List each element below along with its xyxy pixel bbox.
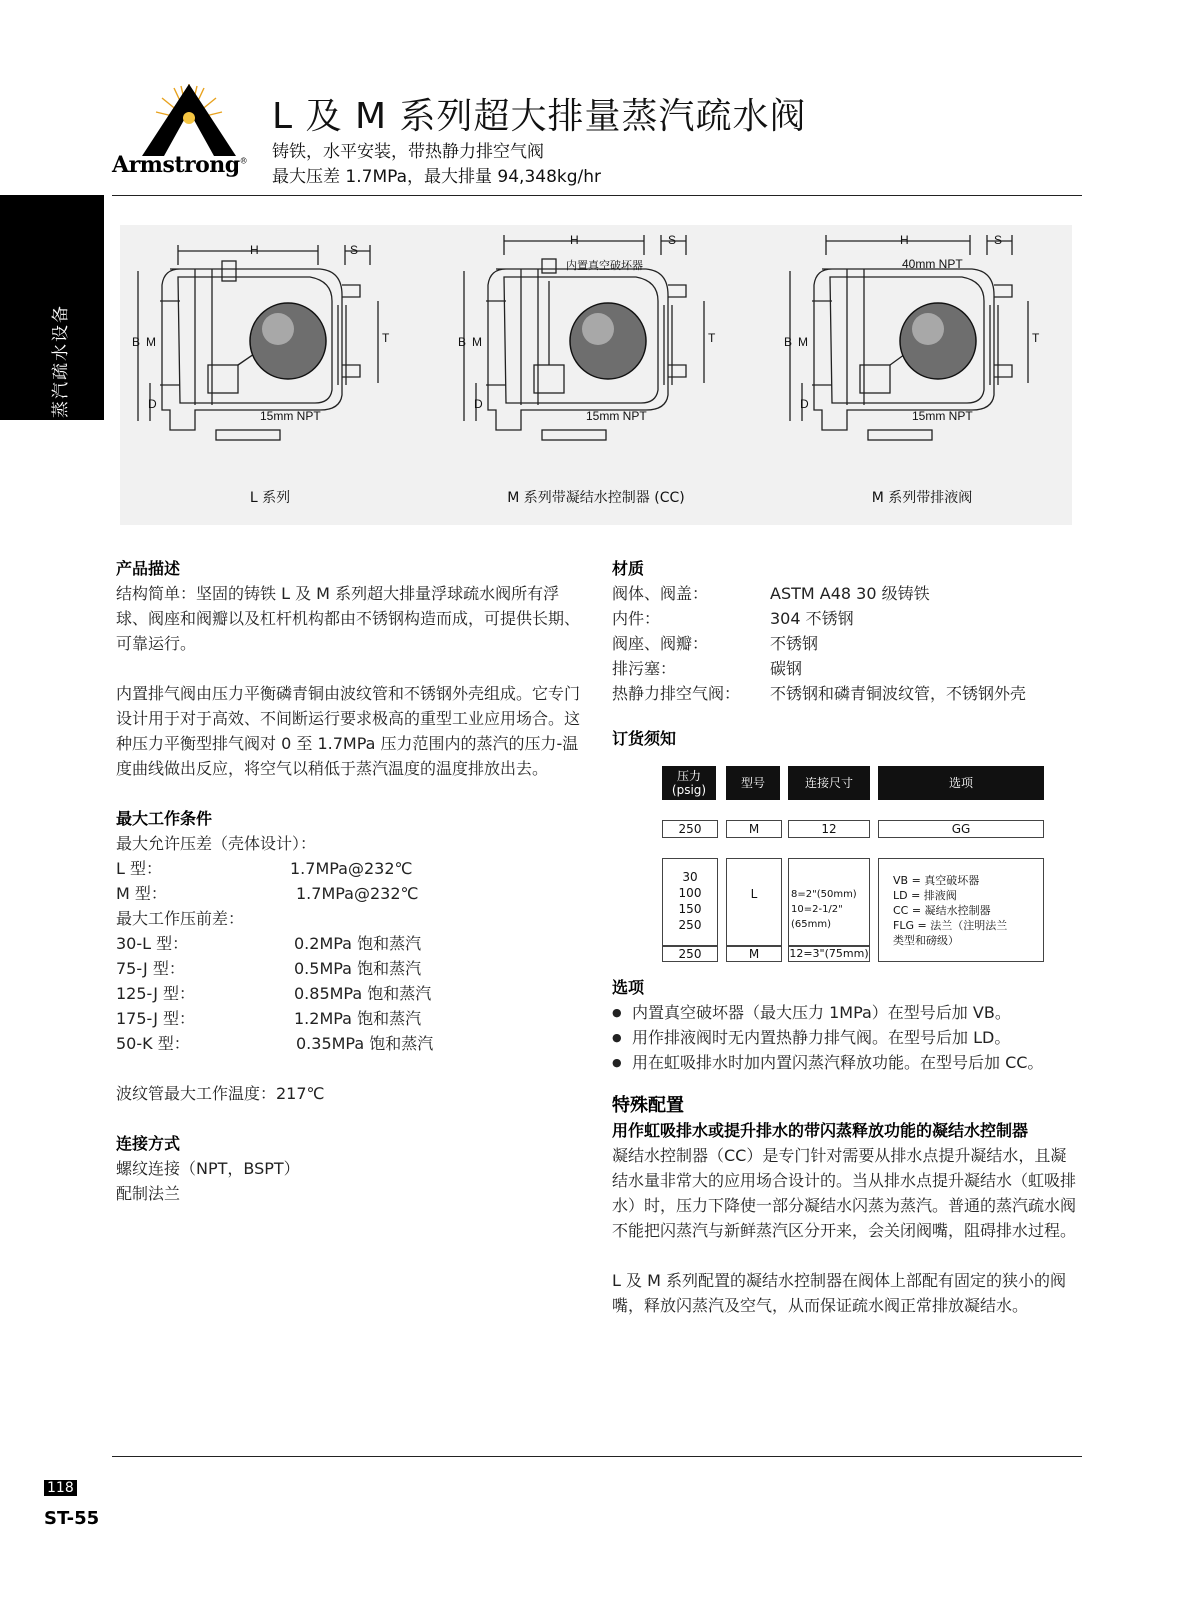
armstrong-logo-icon bbox=[134, 82, 244, 160]
dim-t: T bbox=[1032, 331, 1040, 345]
description-heading: 产品描述 bbox=[116, 559, 181, 578]
diagram-caption-m-ld: M 系列带排液阀 bbox=[871, 490, 973, 506]
document-code: ST-55 bbox=[44, 1508, 100, 1529]
section-side-tab-label: 蒸汽疏水设备 bbox=[51, 304, 71, 418]
materials-heading: 材质 bbox=[612, 559, 645, 578]
dim-d: D bbox=[148, 397, 157, 411]
dim-t: T bbox=[382, 331, 390, 345]
diagram-m-series-ld bbox=[772, 225, 1072, 525]
order-bottom-pressure: 250 bbox=[662, 946, 718, 962]
option-item: ● 用作排液阀时无内置热静力排气阀。在型号后加 LD。 bbox=[612, 1025, 1082, 1050]
order-header-pressure: 压力 (psig) bbox=[662, 766, 716, 800]
dim-b: B bbox=[458, 335, 467, 349]
npt-40-label: 40mm NPT bbox=[902, 257, 963, 271]
left-column bbox=[116, 556, 580, 1206]
dim-d: D bbox=[800, 397, 809, 411]
material-row: 阀座、阀瓣： 不锈钢 bbox=[612, 634, 819, 653]
l-series-drawing bbox=[120, 225, 420, 475]
diagram-l-series bbox=[120, 225, 420, 525]
dim-b: B bbox=[132, 335, 141, 349]
description-paragraph-2: 内置排气阀由压力平衡磷青铜由波纹管和不锈钢外壳组成。它专门设计用于对于高效、不间断运行要求极高的重型工业应用场合。这种压力平衡型排气阀对 0 至 1.7MPa 压力范围内的蒸汽的压力-温度曲线做出反应，将空气以稍低于蒸汽温度的温度排放出去。 bbox=[116, 684, 581, 778]
ordering-heading: 订货须知 bbox=[612, 729, 677, 748]
order-size-list: 8=2"(50mm) 10=2-1/2"(65mm) bbox=[788, 858, 870, 946]
materials-section bbox=[612, 556, 1082, 751]
order-header-options: 选项 bbox=[878, 766, 1044, 800]
order-pressure-list: 30 100 150 250 bbox=[662, 858, 718, 946]
spec-row: L 型： 1.7MPa@232℃ bbox=[116, 859, 413, 878]
dim-s: S bbox=[350, 243, 359, 257]
vacuum-breaker-label: 内置真空破坏器 bbox=[566, 260, 643, 272]
dim-m: M bbox=[472, 335, 482, 349]
npt-label: 15mm NPT bbox=[586, 409, 647, 423]
spec-row: 30-L 型： 0.2MPa 饱和蒸汽 bbox=[116, 934, 422, 953]
page-subtitle bbox=[272, 140, 601, 190]
special-config-paragraph-2: L 及 M 系列配置的凝结水控制器在阀体上部配有固定的狭小的阀嘴，释放闪蒸汽及空气，从而保证疏水阀正常排放凝结水。 bbox=[612, 1271, 1066, 1315]
option-item: ● 内置真空破坏器（最大压力 1MPa）在型号后加 VB。 bbox=[612, 1000, 1082, 1025]
dim-h: H bbox=[570, 233, 579, 247]
subtitle-line-1: 铸铁，水平安装，带热静力排空气阀 bbox=[272, 142, 544, 162]
trap-diagrams-panel bbox=[120, 225, 1072, 525]
dim-m: M bbox=[798, 335, 808, 349]
material-row: 内件： 304 不锈钢 bbox=[612, 609, 854, 628]
header-divider bbox=[112, 195, 1082, 196]
order-header-size: 连接尺寸 bbox=[788, 766, 870, 800]
diagram-caption-l: L 系列 bbox=[249, 490, 291, 506]
description-paragraph-1: 结构简单：坚固的铸铁 L 及 M 系列超大排量浮球疏水阀所有浮球、阀座和阀瓣以及杠杆机构都由不锈钢构造而成，可提供长期、可靠运行。 bbox=[116, 584, 581, 653]
spec-row: M 型： 1.7MPa@232℃ bbox=[116, 884, 419, 903]
footer-divider bbox=[112, 1456, 1082, 1457]
order-model-l: L bbox=[726, 858, 782, 946]
spec-row: 75-J 型： 0.5MPa 饱和蒸汽 bbox=[116, 959, 422, 978]
bellows-temperature: 波纹管最大工作温度：217℃ bbox=[116, 1084, 325, 1103]
dim-d: D bbox=[474, 397, 483, 411]
spec-row: 50-K 型： 0.35MPa 饱和蒸汽 bbox=[116, 1034, 434, 1053]
dim-b: B bbox=[784, 335, 793, 349]
order-header-model: 型号 bbox=[726, 766, 780, 800]
npt-label: 15mm NPT bbox=[912, 409, 973, 423]
options-section bbox=[612, 975, 1082, 1318]
order-example-options: GG bbox=[878, 820, 1044, 838]
order-example-model: M bbox=[726, 820, 782, 838]
diagram-m-series-cc bbox=[446, 225, 746, 525]
spec-row: 125-J 型： 0.85MPa 饱和蒸汽 bbox=[116, 984, 432, 1003]
order-bottom-size: 12=3"(75mm) bbox=[789, 947, 869, 960]
connection-heading: 连接方式 bbox=[116, 1134, 181, 1153]
order-bottom-model: M bbox=[726, 946, 782, 962]
special-config-paragraph-1: 凝结水控制器（CC）是专门针对需要从排水点提升凝结水，且凝结水量非常大的应用场合设计的。当从排水点提升凝结水（虹吸排水）时，压力下降使一部分凝结水闪蒸为蒸汽。普通的蒸汽疏水阀不能把闪蒸汽与新鲜蒸汽区分开来，会关闭阀嘴，阻碍排水过程。 bbox=[612, 1146, 1077, 1240]
max-operating-label: 最大工作压前差： bbox=[116, 909, 245, 928]
material-row: 阀体、阀盖： ASTM A48 30 级铸铁 bbox=[612, 584, 930, 603]
ordering-code-table bbox=[660, 766, 1050, 962]
max-conditions-heading: 最大工作条件 bbox=[116, 809, 213, 828]
option-item: ● 用在虹吸排水时加内置闪蒸汽释放功能。在型号后加 CC。 bbox=[612, 1050, 1082, 1075]
npt-label: 15mm NPT bbox=[260, 409, 321, 423]
brand-name: Armstrong bbox=[112, 152, 240, 178]
connection-threaded: 螺纹连接（NPT，BSPT） bbox=[116, 1159, 300, 1178]
dim-m: M bbox=[146, 335, 156, 349]
connection-flanged: 配制法兰 bbox=[116, 1184, 181, 1203]
dim-s: S bbox=[994, 233, 1003, 247]
options-heading: 选项 bbox=[612, 978, 645, 997]
order-example-pressure: 250 bbox=[662, 820, 718, 838]
material-row: 热静力排空气阀： 不锈钢和磷青铜波纹管，不锈钢外壳 bbox=[612, 684, 1027, 703]
dim-s: S bbox=[668, 233, 677, 247]
diagram-caption-m-cc: M 系列带凝结水控制器 (CC) bbox=[507, 490, 685, 506]
options-list bbox=[612, 1000, 1082, 1075]
page-title: L 及 M 系列超大排量蒸汽疏水阀 bbox=[272, 96, 807, 137]
order-example-size: 12 bbox=[788, 820, 870, 838]
subtitle-line-2: 最大压差 1.7MPa，最大排量 94,348kg/hr bbox=[272, 167, 602, 187]
max-allowable-label: 最大允许压差（壳体设计）： bbox=[116, 834, 317, 853]
armstrong-logo: Armstrong® bbox=[112, 82, 262, 182]
special-config-subheading: 用作虹吸排水或提升排水的带闪蒸释放功能的凝结水控制器 bbox=[612, 1121, 1029, 1140]
order-options-list: VB = 真空破坏器 LD = 排液阀 CC = 凝结水控制器 FLG = 法兰（注明法兰 类型和磅级） bbox=[878, 858, 1044, 962]
dim-h: H bbox=[900, 233, 909, 247]
material-row: 排污塞： 碳钢 bbox=[612, 659, 803, 678]
spec-row: 175-J 型： 1.2MPa 饱和蒸汽 bbox=[116, 1009, 422, 1028]
page-number: 118 bbox=[44, 1480, 77, 1496]
dim-h: H bbox=[250, 243, 259, 257]
dim-t: T bbox=[708, 331, 716, 345]
special-config-heading: 特殊配置 bbox=[612, 1095, 684, 1116]
